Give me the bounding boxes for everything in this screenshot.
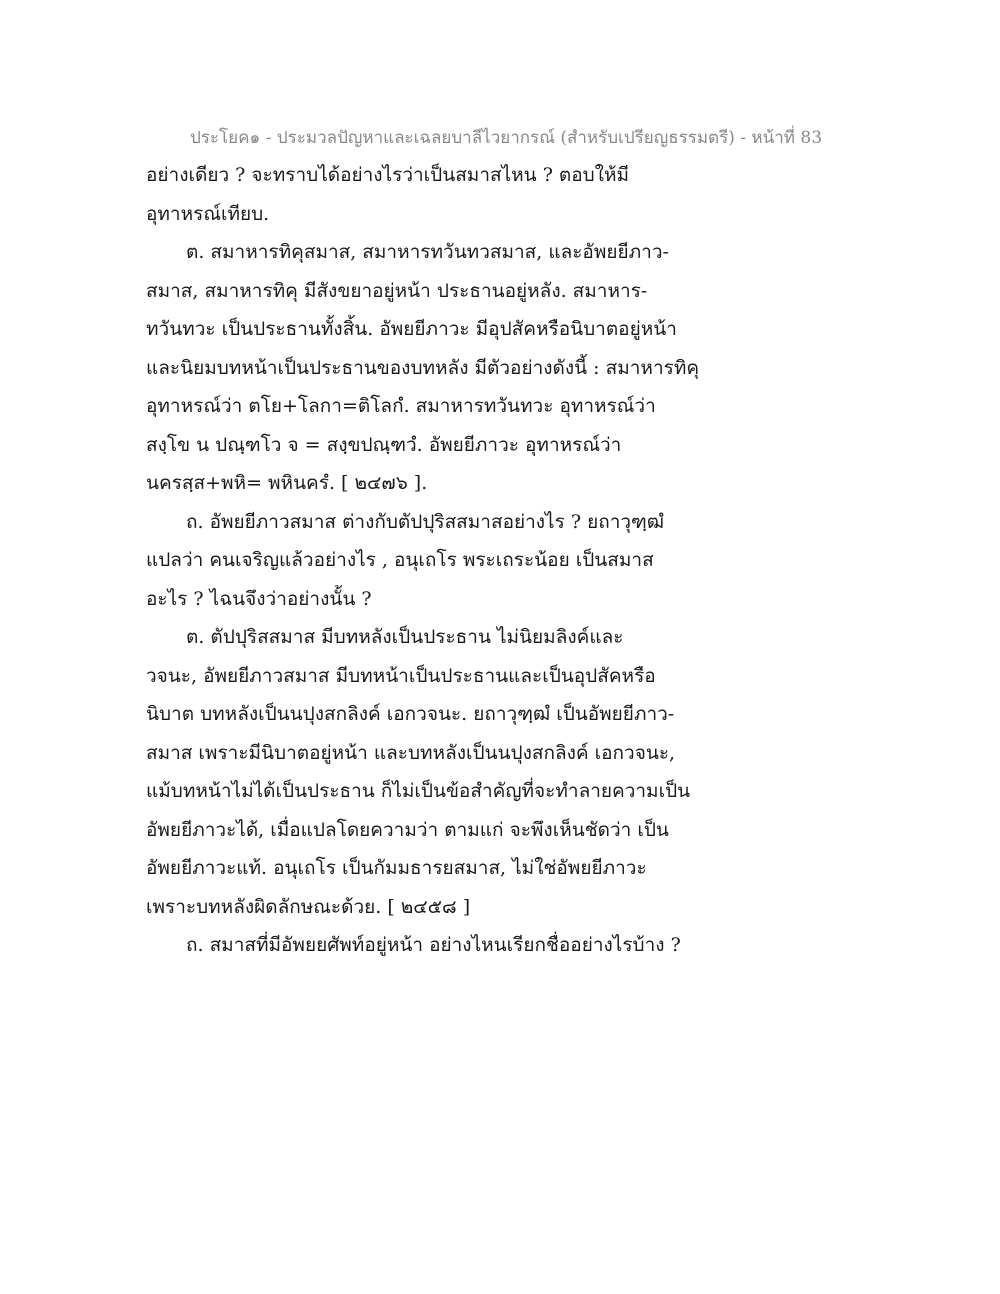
text-line: เพราะบทหลังผิดลักษณะด้วย. [ ๒๔๕๘ ] [146, 895, 471, 918]
text-line: ทวันทวะ เป็นประธานทั้งสิ้น. อัพยยีภาวะ มีอุปสัคหรือนิบาตอยู่หน้า [146, 318, 677, 340]
text-line: นครสฺส+พหิ= พหินครํ. [ ๒๔๗๖ ]. [146, 472, 428, 494]
text-line: สงฺโข น ปณฺฑโว จ = สงฺขปณฺฑวํ. อัพยยีภาวะ อุทาหรณ์ว่า [146, 433, 622, 456]
answer-paragraph-start: ต. สมาหารทิคุสมาส, สมาหารทวันทวสมาส, และอัพยยีภาว- [186, 241, 669, 263]
text-line: อัพยยีภาวะแท้. อนุเถโร เป็นกัมมธารยสมาส, ไม่ใช่อัพยยีภาวะ [146, 857, 647, 879]
text-line: แปลว่า คนเจริญแล้วอย่างไร , อนุเถโร พระเถระน้อย เป็นสมาส [146, 549, 654, 571]
running-header: ประโยค๑ - ประมวลปัญหาและเฉลยบาลีไวยากรณ์ (สำหรับเปรียญธรรมตรี) - หน้าที่ 83 [190, 128, 823, 148]
text-line: อัพยยีภาวะได้, เมื่อแปลโดยความว่า ตามแก่ จะพึงเห็นชัดว่า เป็น [146, 818, 669, 841]
answer-paragraph-start: ต. ตัปปุริสสมาส มีบทหลังเป็นประธาน ไม่นิยมลิงค์และ [186, 626, 624, 648]
text-line: นิบาต บทหลังเป็นนปุงสกลิงค์ เอกวจนะ. ยถาวุฑฺฒํ เป็นอัพยยีภาว- [146, 703, 675, 725]
text-line: อย่างเดียว ? จะทราบได้อย่างไรว่าเป็นสมาสไหน ? ตอบให้มี [146, 164, 630, 186]
question-paragraph-start: ถ. อัพยยีภาวสมาส ต่างกับตัปปุริสสมาสอย่างไร ? ยถาวุฑฺฒํ [186, 510, 664, 533]
text-line: อุทาหรณ์เทียบ. [146, 202, 270, 225]
text-line: แม้บทหน้าไม่ได้เป็นประธาน ก็ไม่เป็นข้อสำคัญที่จะทำลายความเป็น [146, 780, 691, 802]
question-paragraph-start: ถ. สมาสที่มีอัพยยศัพท์อยู่หน้า อย่างไหนเรียกชื่ออย่างไรบ้าง ? [186, 934, 681, 956]
text-line: สมาส เพราะมีนิบาตอยู่หน้า และบทหลังเป็นนปุงสกลิงค์ เอกวจนะ, [146, 741, 676, 764]
text-line: วจนะ, อัพยยีภาวสมาส มีบทหน้าเป็นประธานและเป็นอุปสัคหรือ [146, 664, 656, 687]
text-line: อะไร ? ไฉนจึงว่าอย่างนั้น ? [146, 587, 372, 610]
document-body [146, 156, 886, 965]
text-line: อุทาหรณ์ว่า ตโย+โลกา=ติโลกํ. สมาหารทวันทวะ อุทาหรณ์ว่า [146, 395, 656, 417]
text-line: สมาส, สมาหารทิคุ มีสังขยาอยู่หน้า ประธานอยู่หลัง. สมาหาร- [146, 279, 648, 302]
text-line: และนิยมบทหน้าเป็นประธานของบทหลัง มีตัวอย่างดังนี้ : สมาหารทิคุ [146, 356, 700, 379]
